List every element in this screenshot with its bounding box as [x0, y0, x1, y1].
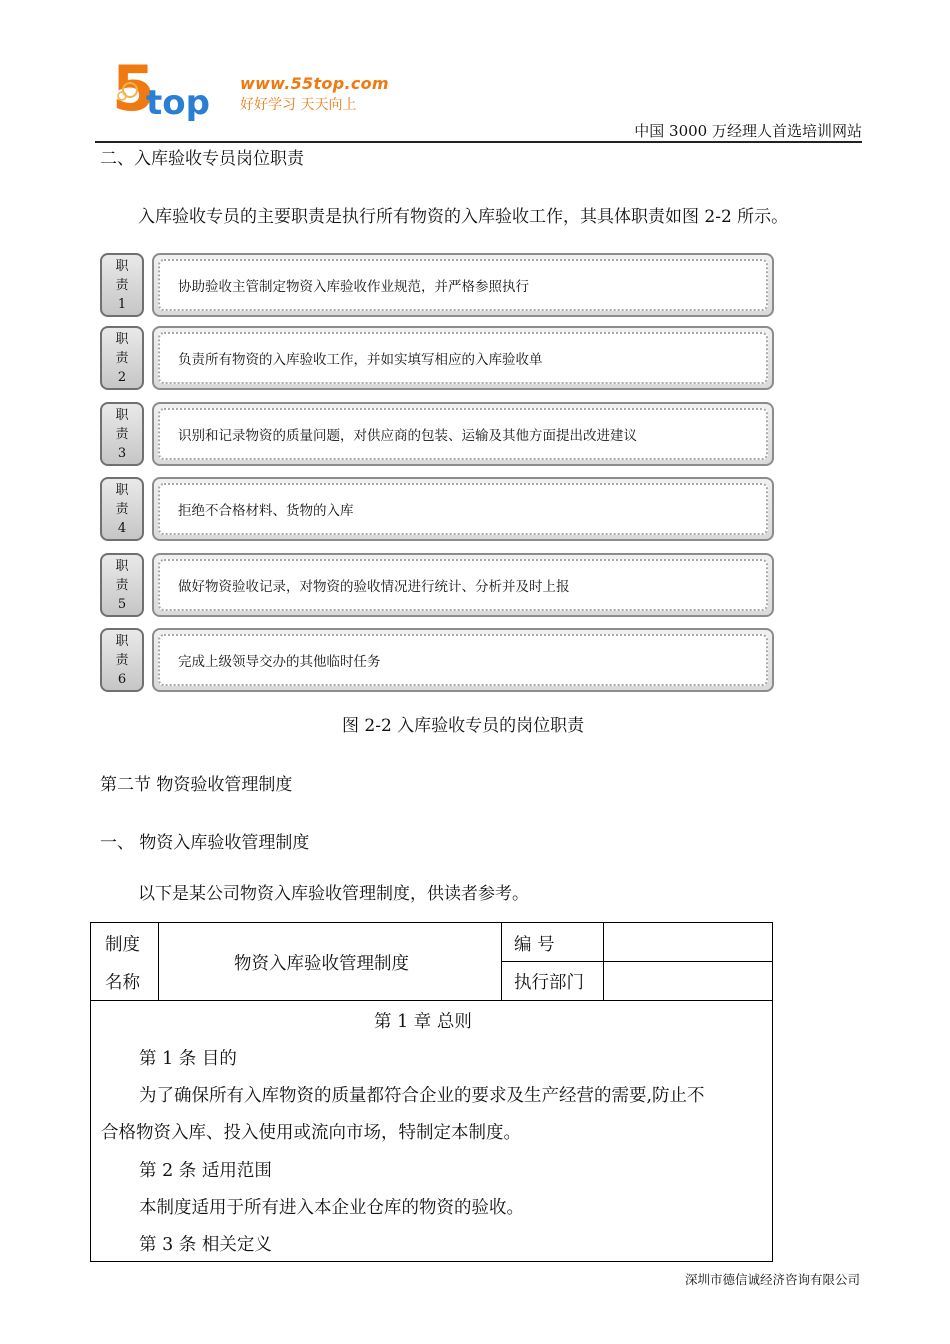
table-gridline [91, 1000, 773, 1001]
article-title: 第 1 条 目的 [139, 1049, 237, 1069]
article-text: 合格物资入库、投入使用或流向市场，特制定本制度。 [101, 1123, 521, 1143]
duty-item [100, 326, 776, 393]
svg-text:5: 5 [112, 52, 156, 124]
regulation-name: 物资入库验收管理制度 [234, 954, 409, 974]
subsection-intro: 以下是某公司物资入库验收管理制度，供读者参考。 [138, 884, 529, 904]
table-gridline [158, 923, 159, 1000]
duty-box [152, 553, 774, 617]
regulation-table [90, 922, 773, 1262]
duty-item [100, 477, 776, 544]
dept-label: 执行部门 [514, 973, 584, 993]
article-text: 为了确保所有入库物资的质量都符合企业的要求及生产经营的需要,防止不 [139, 1086, 705, 1106]
section2-heading: 第二节 物资验收管理制度 [100, 775, 293, 795]
duty-text: 负责所有物资的入库验收工作，并如实填写相应的入库验收单 [158, 332, 768, 384]
duty-box [152, 477, 774, 541]
duty-item [100, 553, 776, 620]
duty-tag: 职 责 3 [100, 402, 144, 466]
duty-text: 识别和记录物资的质量问题，对供应商的包装、运输及其他方面提出改进建议 [158, 408, 768, 460]
article-title: 第 3 条 相关定义 [139, 1235, 272, 1255]
duty-text: 做好物资验收记录，对物资的验收情况进行统计、分析并及时上报 [158, 559, 768, 611]
duty-box [152, 402, 774, 466]
duty-item [100, 402, 776, 469]
name-label: 制度 [105, 935, 140, 955]
duty-text: 拒绝不合格材料、货物的入库 [158, 483, 768, 535]
duty-text: 协助验收主管制定物资入库验收作业规范，并严格参照执行 [158, 259, 768, 311]
duty-tag: 职 责 4 [100, 477, 144, 541]
duty-box [152, 326, 774, 390]
chapter-title: 第 1 章 总则 [374, 1012, 472, 1032]
figure-caption: 图 2-2 入库验收专员的岗位职责 [342, 716, 585, 736]
article-title: 第 2 条 适用范围 [139, 1161, 272, 1181]
svg-text:top: top [146, 83, 210, 123]
logo-url: www.55top.com [240, 74, 389, 93]
duty-tag: 职 责 5 [100, 553, 144, 617]
logo-slogan: 好好学习 天天向上 [240, 97, 357, 113]
code-label: 编 号 [514, 935, 555, 955]
duty-tag: 职 责 2 [100, 326, 144, 390]
table-gridline [501, 961, 773, 962]
duty-item [100, 628, 776, 695]
subsection-heading: 一、 物资入库验收管理制度 [100, 833, 310, 853]
footer-company: 深圳市德信诚经济咨询有限公司 [684, 1272, 860, 1287]
duty-tag: 职 责 6 [100, 628, 144, 692]
section-heading: 二、入库验收专员岗位职责 [100, 149, 304, 169]
duty-box [152, 253, 774, 317]
header-divider [95, 141, 862, 143]
intro-paragraph: 入库验收专员的主要职责是执行所有物资的入库验收工作，其具体职责如图 2-2 所示。 [138, 207, 789, 227]
duty-text: 完成上级领导交办的其他临时任务 [158, 634, 768, 686]
header-tagline: 中国 3000 万经理人首选培训网站 [634, 122, 862, 140]
article-text: 本制度适用于所有进入本企业仓库的物资的验收。 [139, 1198, 524, 1218]
name-label: 名称 [105, 973, 140, 993]
duty-tag: 职 责 1 [100, 253, 144, 317]
logo-mark-icon [108, 52, 238, 124]
duty-item [100, 253, 776, 320]
duty-box [152, 628, 774, 692]
